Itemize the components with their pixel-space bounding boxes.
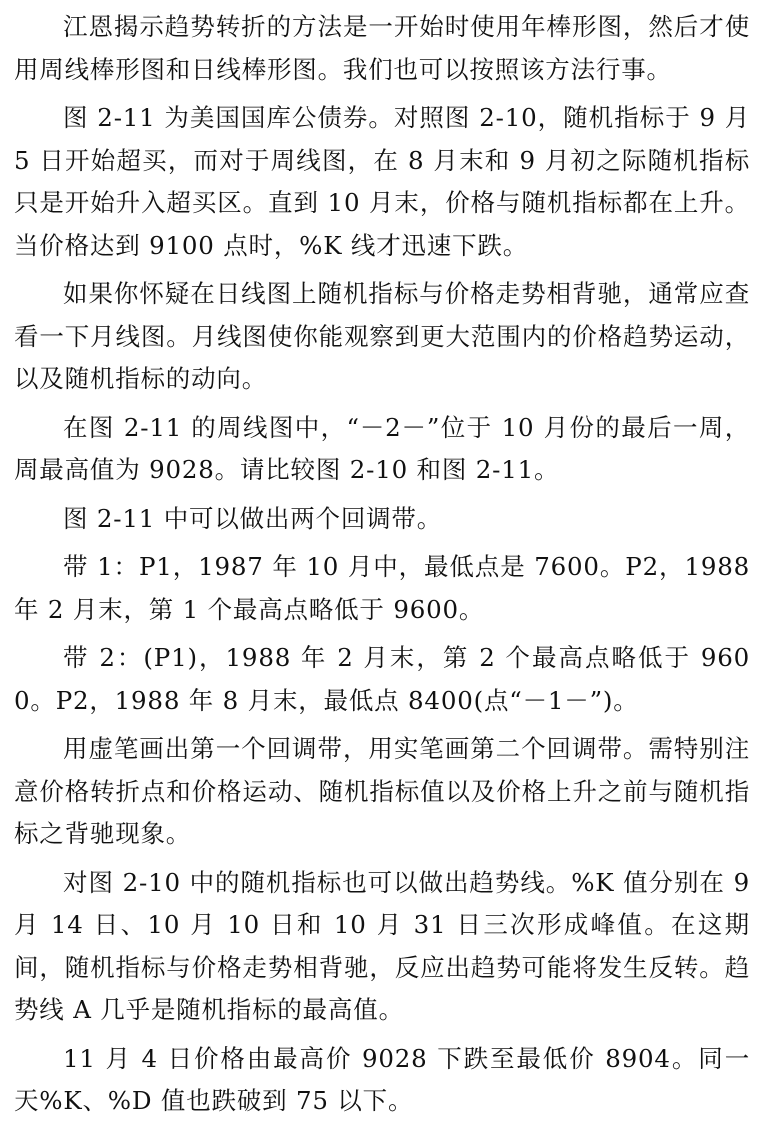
paragraph-retracement-bands: 图 2-11 中可以做出两个回调带。 [63, 503, 443, 533]
paragraph-weekly-chart: 在图 2-11 的周线图中，“－2－”位于 10 月份的最后一周，周最高值为 9028。请比较图 2-10 和图 2-11。 [14, 412, 750, 484]
paragraph-drawing-instructions: 用虚笔画出第一个回调带，用实笔画第二个回调带。需特别注意价格转折点和价格运动、随机指标值以及价格上升之前与随机指标之背驰现象。 [14, 734, 750, 848]
paragraph-band-2: 带 2：(P1)，1988 年 2 月末，第 2 个最高点略低于 9600。P2，1988 年 8 月末，最低点 8400(点“－1－”)。 [14, 643, 750, 715]
paragraph-monthly-chart: 如果你怀疑在日线图上随机指标与价格走势相背驰，通常应查看一下月线图。月线图使你能观察到更大范围内的价格趋势运动，以及随机指标的动向。 [14, 279, 750, 393]
document-page [14, 6, 750, 1123]
paragraph-price-drop: 11 月 4 日价格由最高价 9028 下跌至最低价 8904。同一天%K、%D 值也跌破到 75 以下。 [14, 1043, 750, 1115]
paragraph-figure-2-11: 图 2-11 为美国国库公债券。对照图 2-10，随机指标于 9 月 5 日开始超买，而对于周线图，在 8 月末和 9 月初之际随机指标只是开始升入超买区。直到 10 月末，价格与随机指标都在上升。当价格达到 9100 点时，%K 线才迅速下跌。 [14, 103, 750, 260]
paragraph-trendline: 对图 2-10 中的随机指标也可以做出趋势线。%K 值分别在 9 月 14 日、10 月 10 日和 10 月 31 日三次形成峰值。在这期间，随机指标与价格走势相背驰，反应出趋势可能将发生反转。趋势线 A 几乎是随机指标的最高值。 [14, 867, 750, 1024]
paragraph-band-1: 带 1：P1，1987 年 10 月中，最低点是 7600。P2，1988 年 2 月末，第 1 个最高点略低于 9600。 [14, 552, 750, 624]
paragraph-method: 江恩揭示趋势转折的方法是一开始时使用年棒形图，然后才使用周线棒形图和日线棒形图。我们也可以按照该方法行事。 [14, 12, 750, 84]
